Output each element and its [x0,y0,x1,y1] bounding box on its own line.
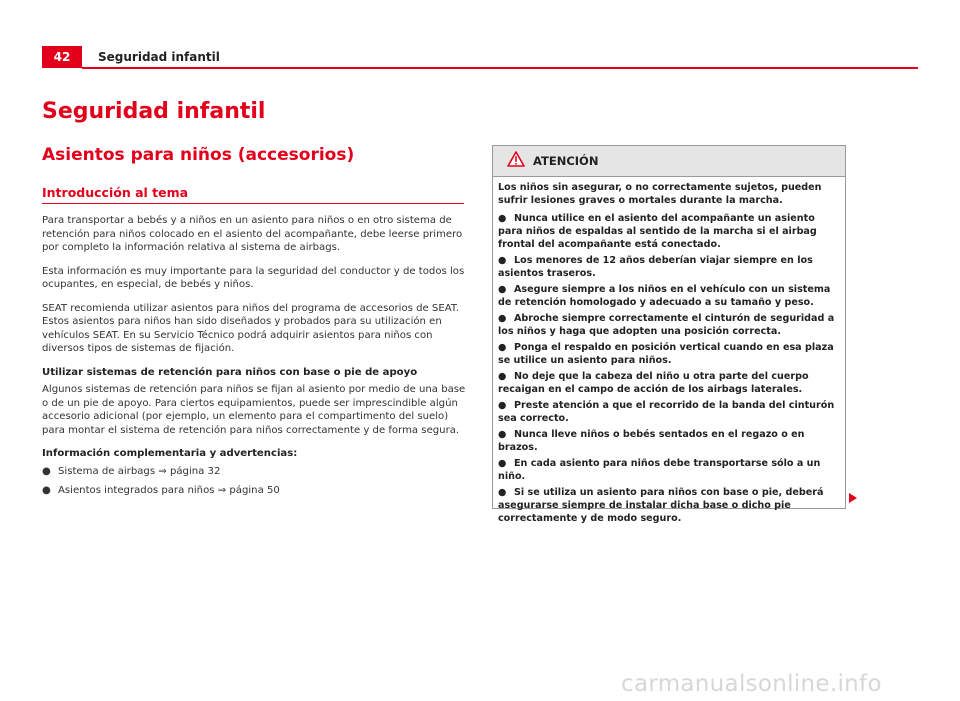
running-header: Seguridad infantil [98,50,220,64]
warning-intro: Los niños sin asegurar, o no correctamente sujetos, pueden sufrir lesiones graves o mortales durante la marcha. [498,182,822,206]
bullet-icon: ● [498,342,507,353]
subheading-base-support: Utilizar sistemas de retención para niños con base o pie de apoyo [42,366,418,378]
page-title: Seguridad infantil [42,99,266,124]
warning-item: ● Ponga el respaldo en posición vertical cuando en esa plaza se utilice un asiento para niños. [498,342,834,366]
intro-text-column [42,214,466,504]
warning-item: ● Si se utiliza un asiento para niños con base o pie, deberá asegurarse siempre de instalar dicha base o dicho pie correctamente y de modo seguro. [498,487,824,524]
continue-arrow-icon [849,493,857,503]
warning-item: ● Preste atención a que el recorrido de la banda del cinturón sea correcto. [498,400,835,424]
subheading-additional-info: Información complementaria y advertencias: [42,448,298,459]
warning-item: ● Nunca utilice en el asiento del acompañante un asiento para niños de espaldas al sentido de la marcha si el airbag frontal del acompañante está conectado. [498,213,817,250]
header-rule [82,67,918,69]
watermark: carmanualsonline.info [621,671,882,697]
bullet-icon: ● [498,371,507,382]
warning-item: ● Nunca lleve niños o bebés sentados en el regazo o en brazos. [498,429,805,453]
bullet-icon: ● [498,284,507,295]
warning-body [493,177,845,525]
reference-item[interactable] [42,465,466,479]
reference-item[interactable] [42,484,466,498]
warning-title: ATENCIÓN [533,154,599,168]
warning-item: ● No deje que la cabeza del niño u otra parte del cuerpo recaigan en el campo de acción de los airbags laterales. [498,371,809,395]
warning-item: ● En cada asiento para niños debe transportarse sólo a un niño. [498,458,821,482]
section-rule [42,203,464,204]
bullet-icon: ● [498,458,507,469]
reference-link-integrated-seats[interactable]: Asientos integrados para niños ⇒ página 50 [58,485,280,496]
intro-paragraph: Para transportar a bebés y a niños en un asiento para niños o en otro sistema de retención para niños colocado en el asiento del acompañante, debe leerse primero por completo la información relativa al sistema de airbags. [42,215,463,253]
bullet-icon: ● [42,465,51,477]
bullet-icon: ● [42,485,51,496]
page-number: 42 [42,46,82,68]
bullet-icon: ● [498,213,507,224]
reference-link-airbags[interactable]: Sistema de airbags ⇒ página 32 [58,465,221,477]
warning-item: ● Abroche siempre correctamente el cinturón de seguridad a los niños y haga que adopten una posición correcta. [498,313,835,337]
warning-header [493,146,845,177]
warning-triangle-icon [507,151,525,171]
bullet-icon: ● [498,313,507,324]
chapter-subtitle: Asientos para niños (accesorios) [42,145,355,165]
base-support-paragraph: Algunos sistemas de retención para niños se fijan al asiento por medio de una base o de un pie de apoyo. Para ciertos equipamientos, puede ser imprescindible algún accesorio adicional (por ejemplo, un elemento para el compartimento del suelo) para montar el sistema de retención para niños correctamente y de forma segura. [42,384,466,436]
bullet-icon: ● [498,400,507,411]
warning-box [492,145,846,524]
warning-item: ● Los menores de 12 años deberían viajar siempre en los asientos traseros. [498,255,813,279]
section-title: Introducción al tema [42,185,189,200]
reference-list [42,465,466,498]
bullet-icon: ● [498,487,507,498]
recommendation-paragraph: SEAT recomienda utilizar asientos para niños del programa de accesorios de SEAT. Estos asientos para niños han sido diseñados y probados para su utilización en vehículos SEAT. En su Servicio Técnico podrá adquirir asientos para niños con diversos tipos de sistemas de fijación. [42,302,460,354]
importance-paragraph: Esta información es muy importante para la seguridad del conductor y de todos los ocupantes, en especial, de bebés y niños. [42,265,465,290]
warning-item: ● Asegure siempre a los niños en el vehículo con un sistema de retención homologado y adecuado a su tamaño y peso. [498,284,831,308]
warning-list [498,212,840,525]
bullet-icon: ● [498,429,507,440]
bullet-icon: ● [498,255,507,266]
